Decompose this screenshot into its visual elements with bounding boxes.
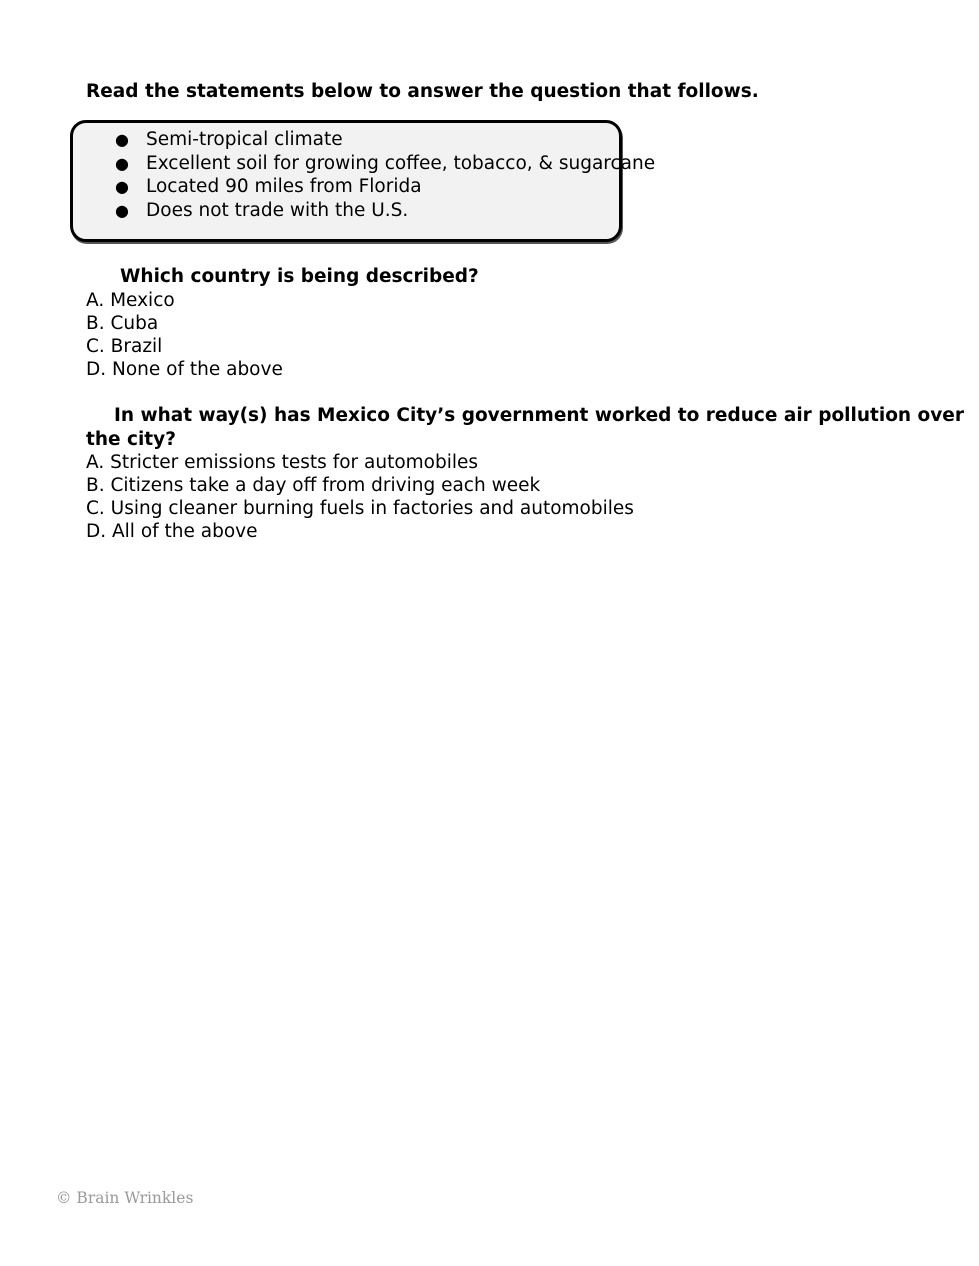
answer-choice: A. Mexico xyxy=(86,290,175,311)
answer-choice: B. Cuba xyxy=(86,313,159,334)
answer-choice: B. Citizens take a day off from driving each week xyxy=(86,475,541,496)
bullet-icon: ● xyxy=(115,200,129,220)
statement-item xyxy=(115,128,655,152)
statement-item xyxy=(115,199,655,223)
bullet-icon: ● xyxy=(115,130,129,149)
answer-choice: C. Brazil xyxy=(86,336,163,357)
statement-text: Excellent soil for growing coffee, tobacco, & sugarcane xyxy=(146,152,656,174)
question-1-choices xyxy=(86,289,283,381)
statement-item xyxy=(115,152,655,176)
statement-text: Located 90 miles from Florida xyxy=(146,176,422,197)
bullet-icon: ● xyxy=(115,177,129,196)
statement-text: Does not trade with the U.S. xyxy=(146,199,409,221)
statements-box xyxy=(70,120,656,242)
answer-choice: A. Stricter emissions tests for automobiles xyxy=(86,452,479,473)
answer-choice: C. Using cleaner burning fuels in factories and automobiles xyxy=(86,498,634,519)
question-2-choices xyxy=(86,451,634,543)
question-2 xyxy=(86,404,964,452)
answer-choice: D. All of the above xyxy=(86,521,258,542)
bullet-icon: ● xyxy=(115,153,129,173)
copyright-footer: © Brain Wrinkles xyxy=(56,1189,194,1207)
question-1: Which country is being described? xyxy=(120,266,479,287)
instruction-heading: Read the statements below to answer the question that follows. xyxy=(86,81,759,102)
statement-item xyxy=(115,175,655,199)
question-2-line-1: In what way(s) has Mexico City’s government worked to reduce air pollution over xyxy=(114,405,964,426)
statements-list xyxy=(115,128,655,222)
question-2-line-2: the city? xyxy=(86,429,176,450)
answer-choice: D. None of the above xyxy=(86,359,283,380)
statement-text: Semi-tropical climate xyxy=(146,129,343,150)
